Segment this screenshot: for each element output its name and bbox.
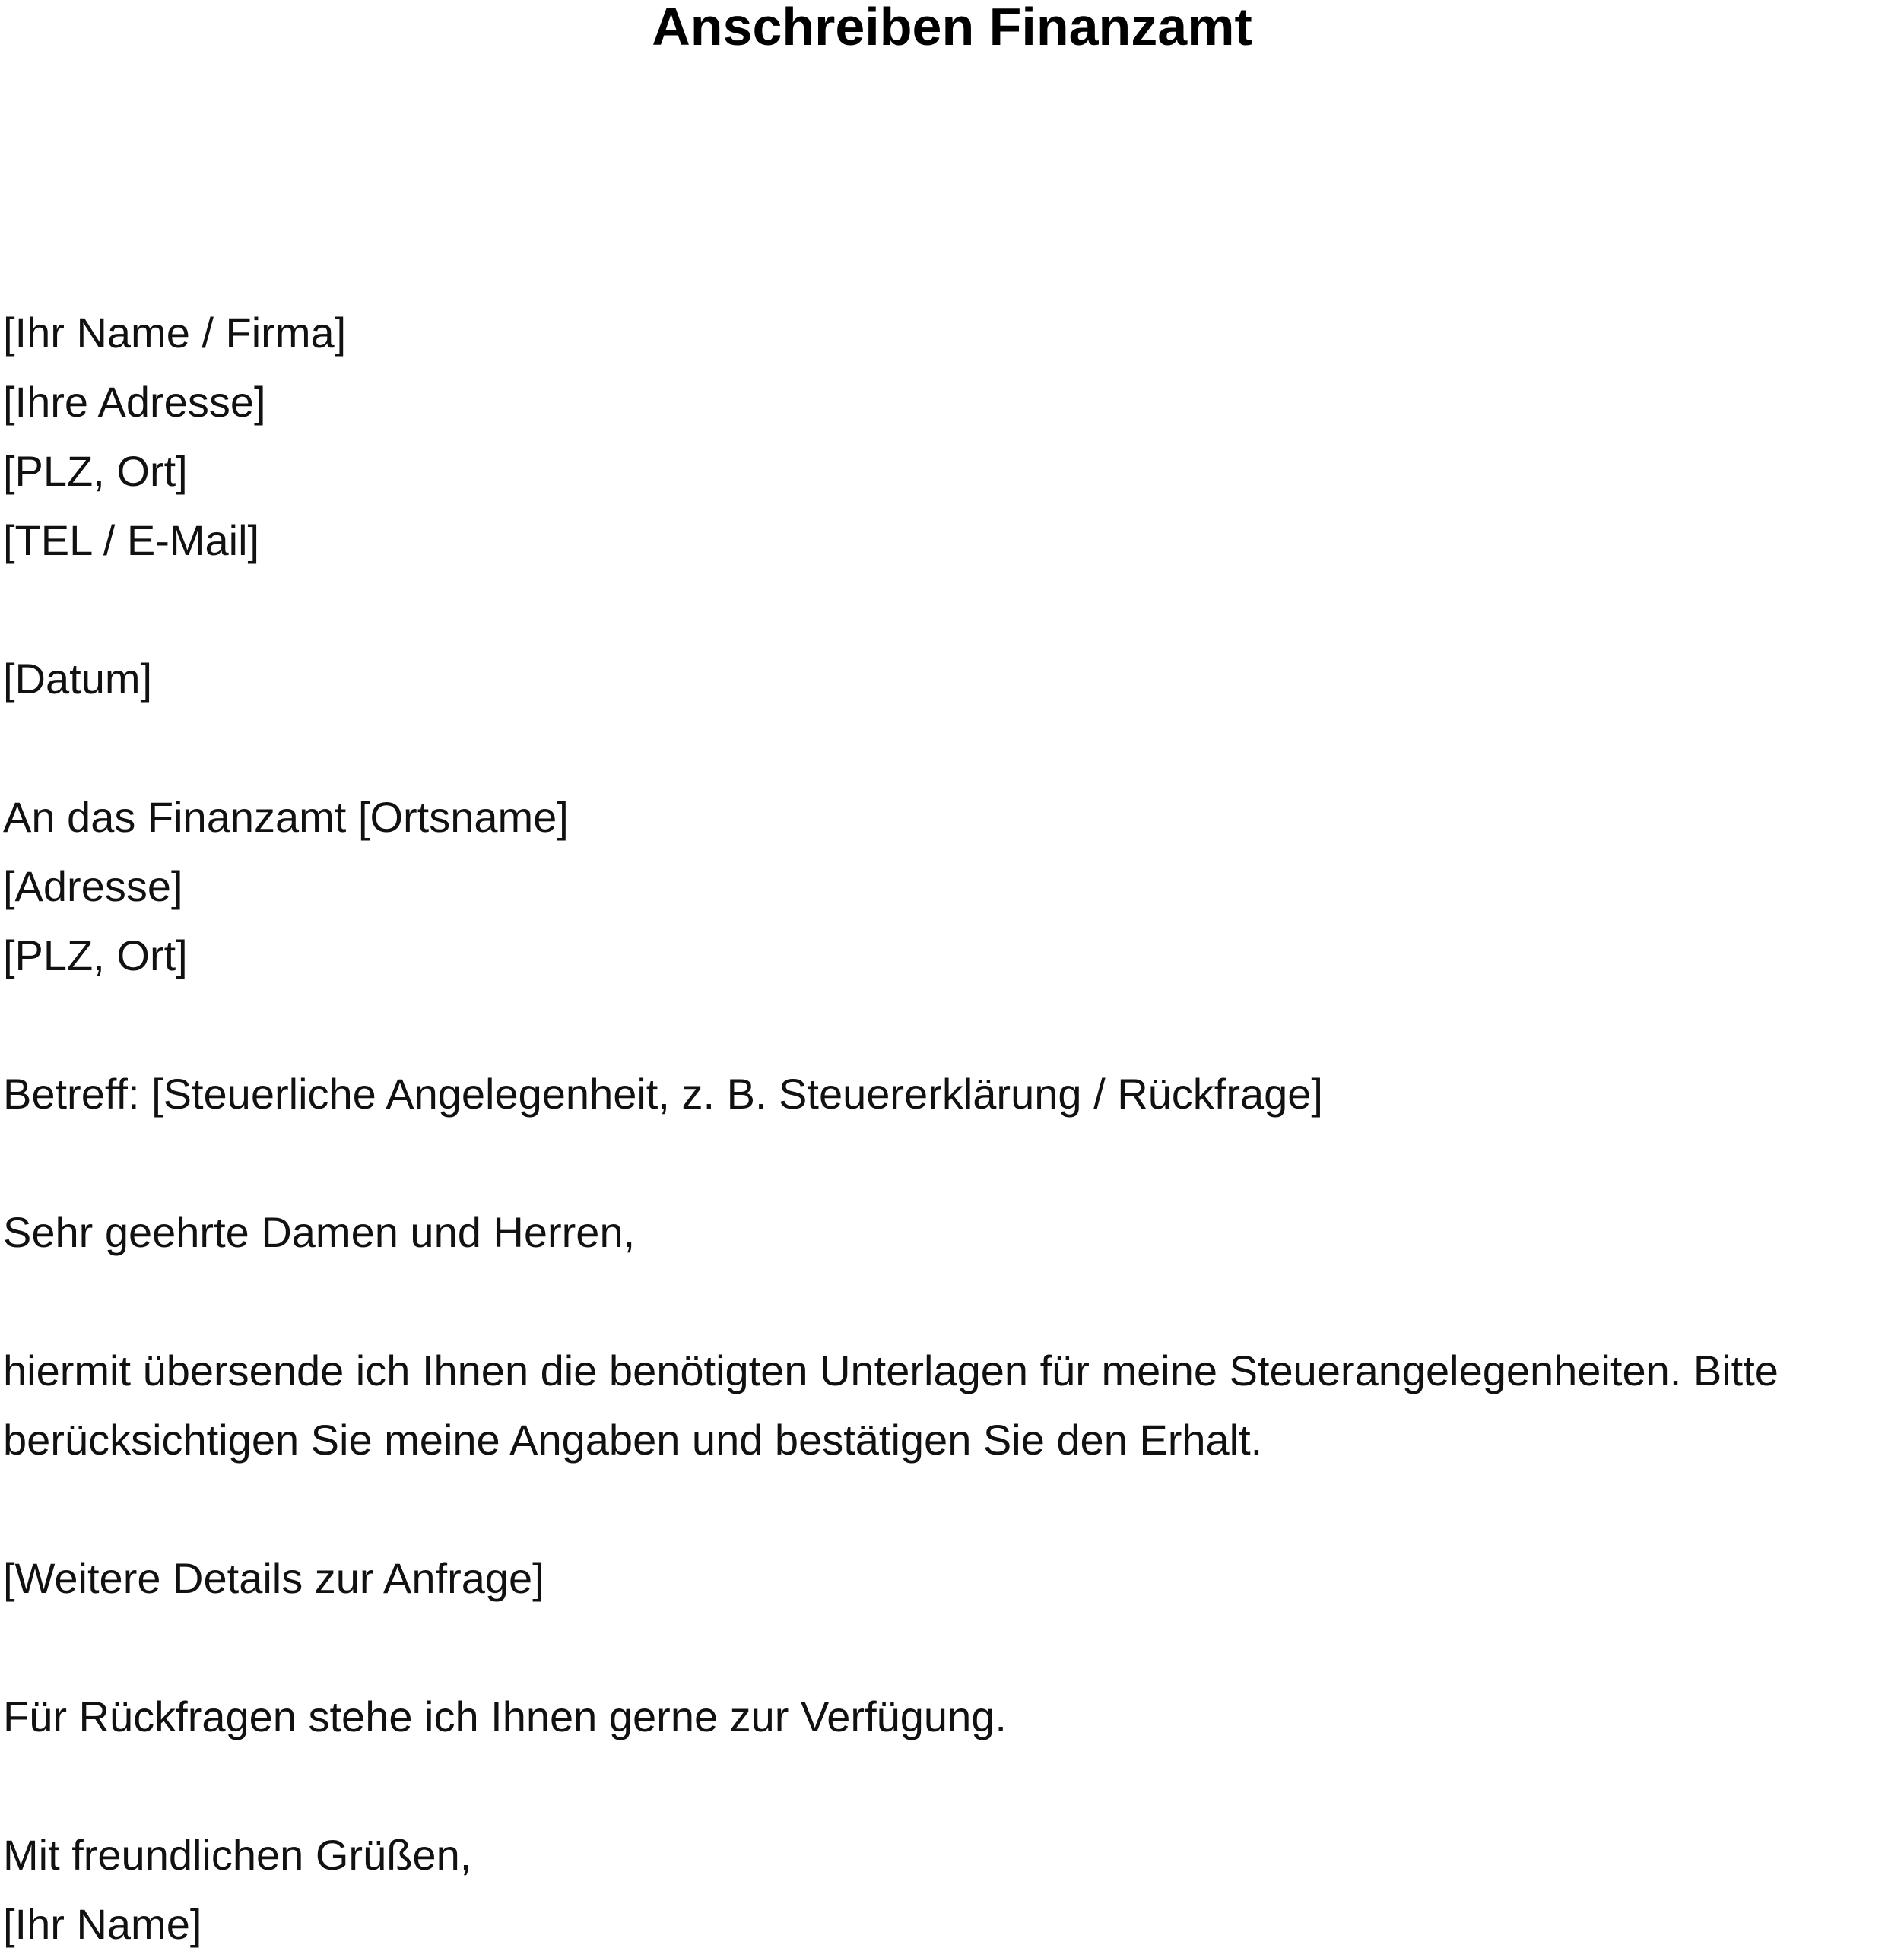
subject-line: Betreff: [Steuerliche Angelegenheit, z. B. Steuererklärung / Rückfrage] (3, 1070, 1323, 1118)
sender-address: [Ihre Adresse] (3, 378, 266, 426)
salutation: Sehr geehrte Damen und Herren, (3, 1208, 636, 1256)
closing: Mit freundlichen Grüßen, (3, 1831, 472, 1879)
document-title: Anschreiben Finanzamt (652, 0, 1252, 56)
recipient-line1: An das Finanzamt [Ortsname] (3, 793, 569, 841)
sender-zip-city: [PLZ, Ort] (3, 447, 188, 495)
details-placeholder: [Weitere Details zur Anfrage] (3, 1554, 544, 1602)
recipient-address: [Adresse] (3, 862, 183, 910)
recipient-zip-city: [PLZ, Ort] (3, 931, 188, 979)
signature-name: [Ihr Name] (3, 1900, 202, 1948)
body-line-1: hiermit übersende ich Ihnen die benötigten Unterlagen für meine Steuerangelegenheiten. Bitte (3, 1347, 1779, 1394)
sender-contact: [TEL / E-Mail] (3, 516, 260, 564)
letter-date: [Datum] (3, 655, 153, 703)
closing-note: Für Rückfragen stehe ich Ihnen gerne zur Verfügung. (3, 1693, 1007, 1740)
body-line-2: berücksichtigen Sie meine Angaben und bestätigen Sie den Erhalt. (3, 1416, 1263, 1464)
sender-name: [Ihr Name / Firma] (3, 309, 347, 357)
